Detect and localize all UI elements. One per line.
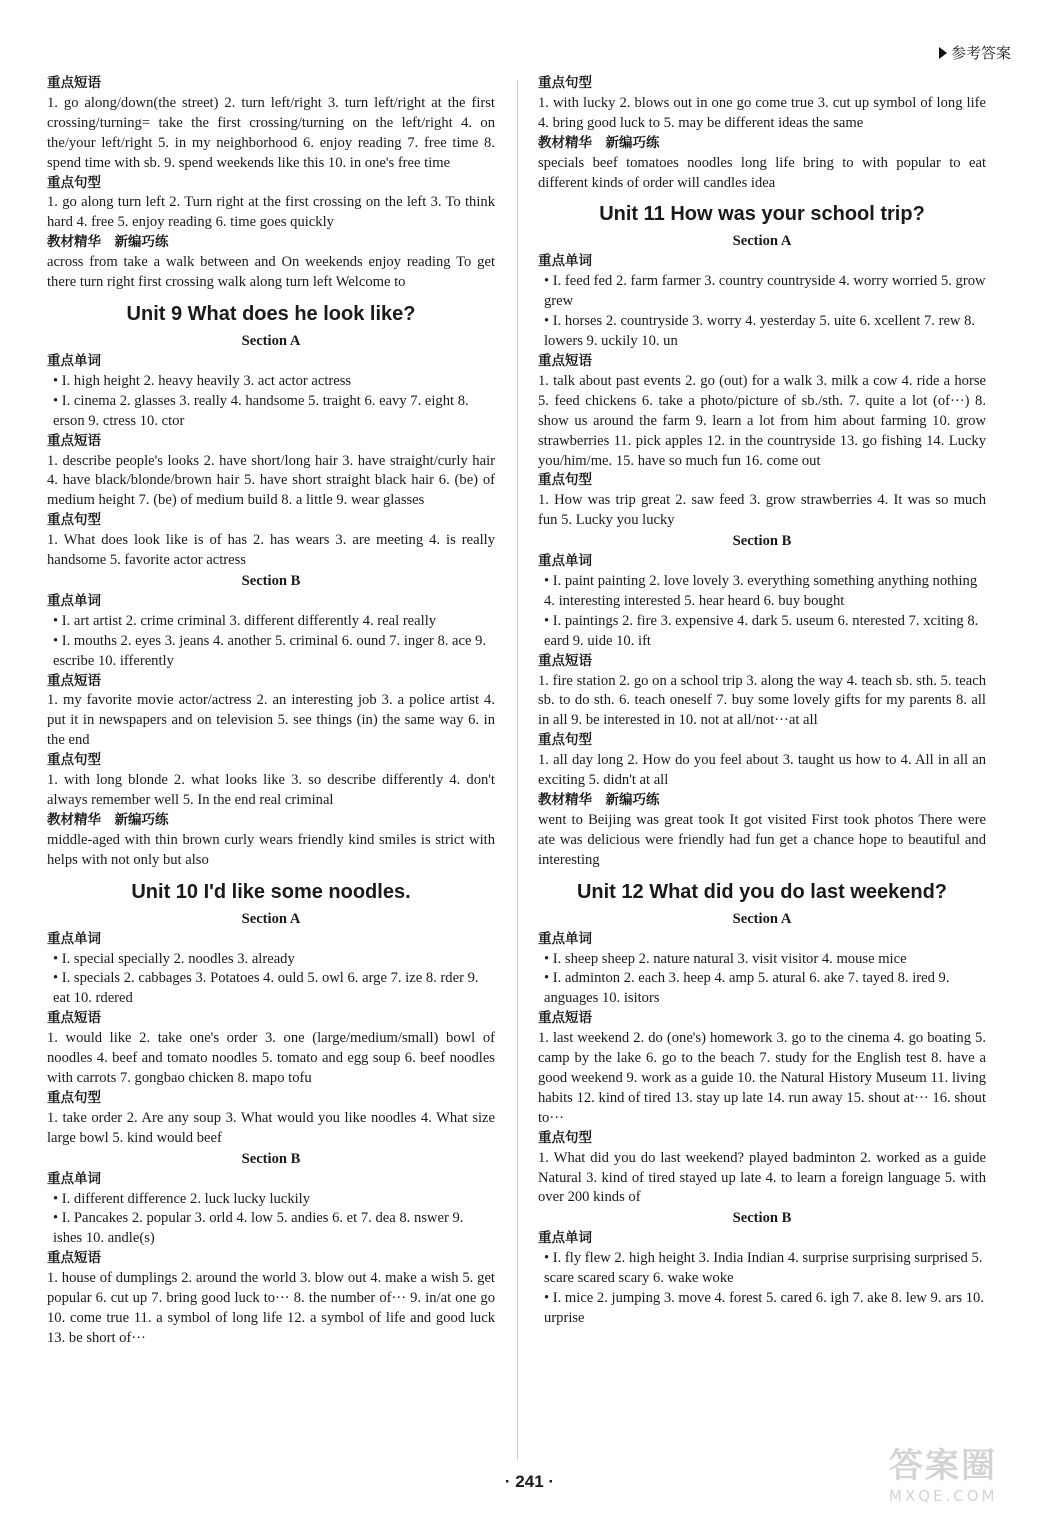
answer-text: specials beef tomatoes noodles long life bring to with popular to eat different kinds of order will candles idea <box>538 154 986 191</box>
section-label: 重点单词 <box>47 930 101 947</box>
unit-title: Unit 9 What does he look like? <box>126 302 416 325</box>
section-label: 重点单词 <box>47 1170 101 1187</box>
bullet-answer: • I. special specially 2. noodles 3. already <box>53 950 295 967</box>
bullet-answer: • I. different difference 2. luck lucky luckily <box>53 1190 311 1207</box>
bullet-answer: • I. cinema 2. glasses 3. really 4. handsome 5. traight 6. eavy 7. eight 8. erson 9. ctress 10. ctor <box>53 392 469 429</box>
watermark-logo: 答案圈 <box>889 1446 997 1486</box>
bullet-answer: • I. paintings 2. fire 3. expensive 4. dark 5. useum 6. nterested 7. xciting 8. eard 9. uide 10. ift <box>544 612 979 649</box>
bullet-answer: • I. high height 2. heavy heavily 3. act actor actress <box>53 372 352 389</box>
section-label: 重点单词 <box>538 253 592 270</box>
section-label: 重点单词 <box>47 352 101 369</box>
answer-text: 1. How was trip great 2. saw feed 3. grow strawberries 4. It was so much fun 5. Lucky you lucky <box>538 492 986 529</box>
answer-text: 1. all day long 2. How do you feel about 3. taught us how to 4. All in all an exciting 5. didn't at all <box>538 752 986 789</box>
answer-text: 1. would like 2. take one's order 3. one (large/medium/small) bowl of noodles 4. beef and tomato noodles 5. tomato and egg soup 6. beef noodles with carrots 7. gongbao chicken 8. mapo tofu <box>47 1030 495 1086</box>
section-heading: Section B <box>241 1150 301 1167</box>
answer-text: middle-aged with thin brown curly wears friendly kind smiles is strict with helps with not only but also <box>47 831 495 868</box>
answer-text: went to Beijing was great took It got visited First took photos There were ate was delicious were friendly had fun get a chance hope to beautiful and interesting <box>538 811 986 868</box>
bullet-answer: • I. feed fed 2. farm farmer 3. country countryside 4. worry worried 5. grow grew <box>544 273 986 310</box>
answer-text: 1. describe people's looks 2. have short/long hair 3. have straight/curly hair 4. have black/blonde/brown hair 5. have short straight black hair 6. (be) of medium height 7. (be) of medium build 8. a little 9. wear glasses <box>47 452 495 509</box>
answer-text: 1. with lucky 2. blows out in one go come true 3. cut up symbol of long life 4. bring good luck to 5. may be different ideas the same <box>538 94 986 131</box>
bullet-answer: • I. fly flew 2. high height 3. India Indian 4. surprise surprising surprised 5. scare scared scary 6. wake woke <box>544 1250 983 1287</box>
section-heading: Section A <box>732 910 792 927</box>
answer-text: 1. take order 2. Are any soup 3. What would you like noodles 4. What size large bowl 5. kind would beef <box>47 1109 495 1146</box>
section-label: 重点短语 <box>47 1250 101 1267</box>
section-heading: Section A <box>241 910 301 927</box>
bullet-answer: • I. Pancakes 2. popular 3. orld 4. low 5. andies 6. et 7. dea 8. nswer 9. ishes 10. andle(s) <box>53 1210 464 1247</box>
bullet-answer: • I. mouths 2. eyes 3. jeans 4. another 5. criminal 6. ound 7. inger 8. ace 9. escribe 10. ifferently <box>53 632 487 669</box>
watermark <box>889 1438 1029 1518</box>
bullet-answer: • I. adminton 2. each 3. heep 4. amp 5. atural 6. ake 7. tayed 8. ired 9. anguages 10. isitors <box>544 970 950 1007</box>
bullet-answer: • I. sheep sheep 2. nature natural 3. visit visitor 4. mouse mice <box>544 950 907 967</box>
section-label: 教材精华 新编巧练 <box>47 234 169 251</box>
answer-text: 1. go along turn left 2. Turn right at the first crossing on the left 3. To think hard 4. free 5. enjoy reading 6. time goes quickly <box>47 194 495 231</box>
section-label: 重点句型 <box>538 472 592 489</box>
watermark-url: MXQE.COM <box>889 1487 998 1505</box>
section-label: 重点句型 <box>47 174 101 191</box>
section-label: 教材精华 新编巧练 <box>538 134 660 151</box>
unit-title: Unit 12 What did you do last weekend? <box>576 880 948 903</box>
answer-text: 1. my favorite movie actor/actress 2. an interesting job 3. a police artist 4. put it in newspapers and on television 5. see things (in) the same way 6. in the end <box>47 692 495 749</box>
header-label: 参考答案 <box>950 44 1011 62</box>
section-label: 重点单词 <box>538 930 592 947</box>
section-label: 教材精华 新编巧练 <box>47 811 169 828</box>
section-label: 重点句型 <box>538 1129 592 1146</box>
bullet-answer: • I. mice 2. jumping 3. move 4. forest 5. cared 6. igh 7. ake 8. lew 9. ars 10. urprise <box>544 1290 984 1326</box>
section-label: 重点句型 <box>538 732 592 749</box>
answer-text: 1. fire station 2. go on a school trip 3. along the way 4. teach sb. sth. 5. teach sb. to do sth. 6. teach oneself 7. buy some lovely gifts for my parents 8. all in all 9. be interested in 10. not at all/not···at all <box>538 672 986 729</box>
bullet-answer: • I. paint painting 2. love lovely 3. everything something anything nothing 4. interesting interested 5. hear heard 6. buy bought <box>544 573 978 609</box>
section-label: 重点短语 <box>47 1010 101 1027</box>
triangle-icon <box>939 47 947 59</box>
unit-title: Unit 10 I'd like some noodles. <box>131 880 411 903</box>
section-label: 重点句型 <box>47 752 101 769</box>
section-label: 重点短语 <box>47 75 101 91</box>
section-heading: Section A <box>241 332 301 349</box>
section-label: 重点短语 <box>538 352 592 369</box>
bullet-answer: • I. horses 2. countryside 3. worry 4. yesterday 5. uite 6. xcellent 7. rew 8. lowers 9. uckily 10. un <box>544 313 976 350</box>
answer-text: 1. with long blonde 2. what looks like 3. so describe differently 4. don't always remember well 5. In the end real criminal <box>47 772 495 808</box>
section-label: 重点句型 <box>47 1089 101 1106</box>
answer-text: 1. go along/down(the street) 2. turn left/right 3. turn left/right at the first crossing/turning= take the first crossing/turning on the left/right 4. on the/your left/right 5. in my neighborhood 6. enjoy reading 7. free time 8. spend time with sb. 9. spend weekends like this 10. in one's free time <box>47 94 495 171</box>
section-label: 重点单词 <box>538 553 592 570</box>
section-label: 重点单词 <box>47 592 101 609</box>
section-label: 重点单词 <box>538 1230 592 1247</box>
answer-text: 1. house of dumplings 2. around the world 3. blow out 4. make a wish 5. get popular 6. cut up 7. bring good luck to··· 8. the number of··· 9. in/at one go 10. come true 11. a symbol of long life 12. a symbol of life and good luck 13. be short of··· <box>47 1270 495 1346</box>
bullet-answer: • I. specials 2. cabbages 3. Potatoes 4. ould 5. owl 6. arge 7. ize 8. rder 9. eat 10. rdered <box>53 970 479 1007</box>
section-label: 重点短语 <box>47 672 101 689</box>
unit-title: Unit 11 How was your school trip? <box>599 203 925 226</box>
bullet-answer: • I. art artist 2. crime criminal 3. different differently 4. real really <box>53 612 437 629</box>
answer-text: 1. talk about past events 2. go (out) for a walk 3. milk a cow 4. ride a horse 5. feed chickens 6. take a photo/picture of sb./sth. 7. quite a lot (of···) 8. show us around the farm 9. learn a lot from him about farming 10. grow strawberries 11. pick apples 12. in the countryside 13. go fishing 14. Lucky you/him/me. 15. have so much fun 16. come out <box>538 372 986 469</box>
section-label: 重点句型 <box>538 75 592 91</box>
column-divider <box>517 80 518 1460</box>
page-header <box>939 42 1011 63</box>
left-column <box>47 74 495 1349</box>
section-heading: Section A <box>732 233 792 250</box>
section-label: 教材精华 新编巧练 <box>538 792 660 808</box>
section-heading: Section B <box>241 572 301 589</box>
answer-text: 1. What did you do last weekend? played badminton 2. worked as a guide Natural 3. kind of tired stayed up late 4. to learn a foreign language 5. with over 200 kinds of <box>538 1149 986 1206</box>
right-column <box>538 74 986 1329</box>
section-label: 重点短语 <box>538 1010 592 1027</box>
section-label: 重点短语 <box>47 432 101 449</box>
answer-text: 1. last weekend 2. do (one's) homework 3. go to the cinema 4. go boating 5. camp by the lake 6. go to the beach 7. study for the English test 8. have a good weekend 9. work as a guide 10. the Natural History Museum 11. living habits 12. kind of tired 13. stay up late 14. run away 15. shout at··· 16. shout to··· <box>538 1030 986 1126</box>
answer-text: across from take a walk between and On weekends enjoy reading To get there turn right first crossing walk along turn left Welcome to <box>47 254 495 291</box>
page-number: · 241 · <box>504 1472 555 1491</box>
section-label: 重点短语 <box>538 652 592 669</box>
section-heading: Section B <box>732 533 792 550</box>
section-label: 重点句型 <box>47 512 101 529</box>
answer-text: 1. What does look like is of has 2. has wears 3. are meeting 4. is really handsome 5. favorite actor actress <box>47 532 495 569</box>
section-heading: Section B <box>732 1210 792 1227</box>
